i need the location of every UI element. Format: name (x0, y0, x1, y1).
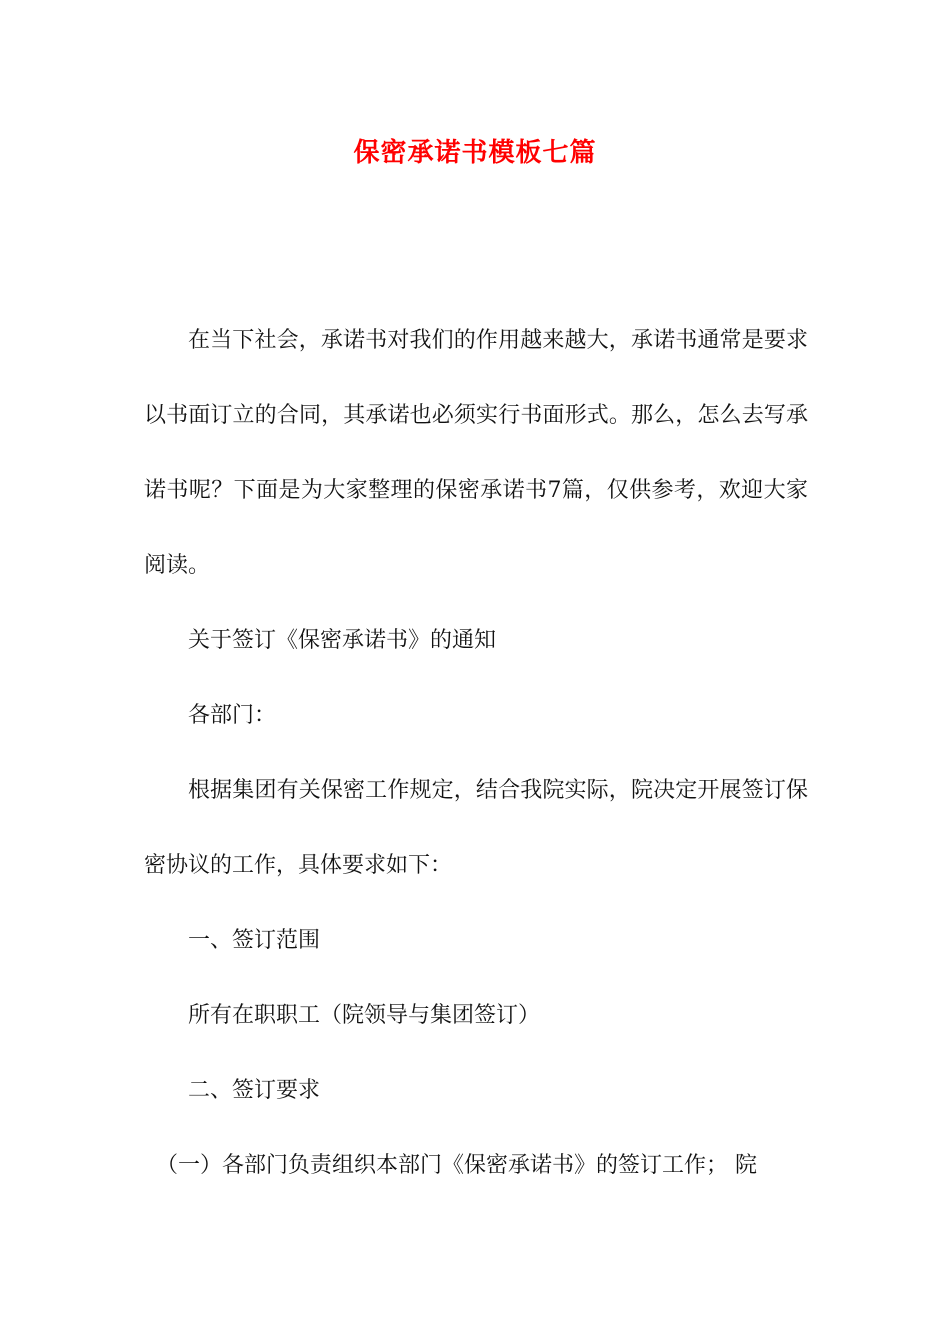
notice-paragraph: 根据集团有关保密工作规定，结合我院实际，院决定开展签订保密协议的工作，具体要求如下： (144, 778, 808, 878)
section-heading-requirements: 二、签订要求 (188, 1078, 321, 1103)
notice-heading: 关于签订《保密承诺书》的通知 (188, 628, 497, 653)
section-heading-scope: 一、签订范围 (188, 928, 321, 953)
salutation: 各部门： (188, 703, 277, 728)
scope-paragraph: 所有在职职工（院领导与集团签订） (188, 1003, 541, 1028)
intro-paragraph: 在当下社会，承诺书对我们的作用越来越大，承诺书通常是要求以书面订立的合同，其承诺也必须实行书面形式。那么，怎么去写承诺书呢？下面是为大家整理的保密承诺书7篇，仅供参考，欢迎大家阅读。 (144, 328, 808, 578)
document-body (144, 303, 808, 1203)
requirement-item-1: （一）各部门负责组织本部门《保密承诺书》的签订工作； 院 (156, 1153, 757, 1178)
document-title: 保密承诺书模板七篇 (353, 138, 597, 168)
